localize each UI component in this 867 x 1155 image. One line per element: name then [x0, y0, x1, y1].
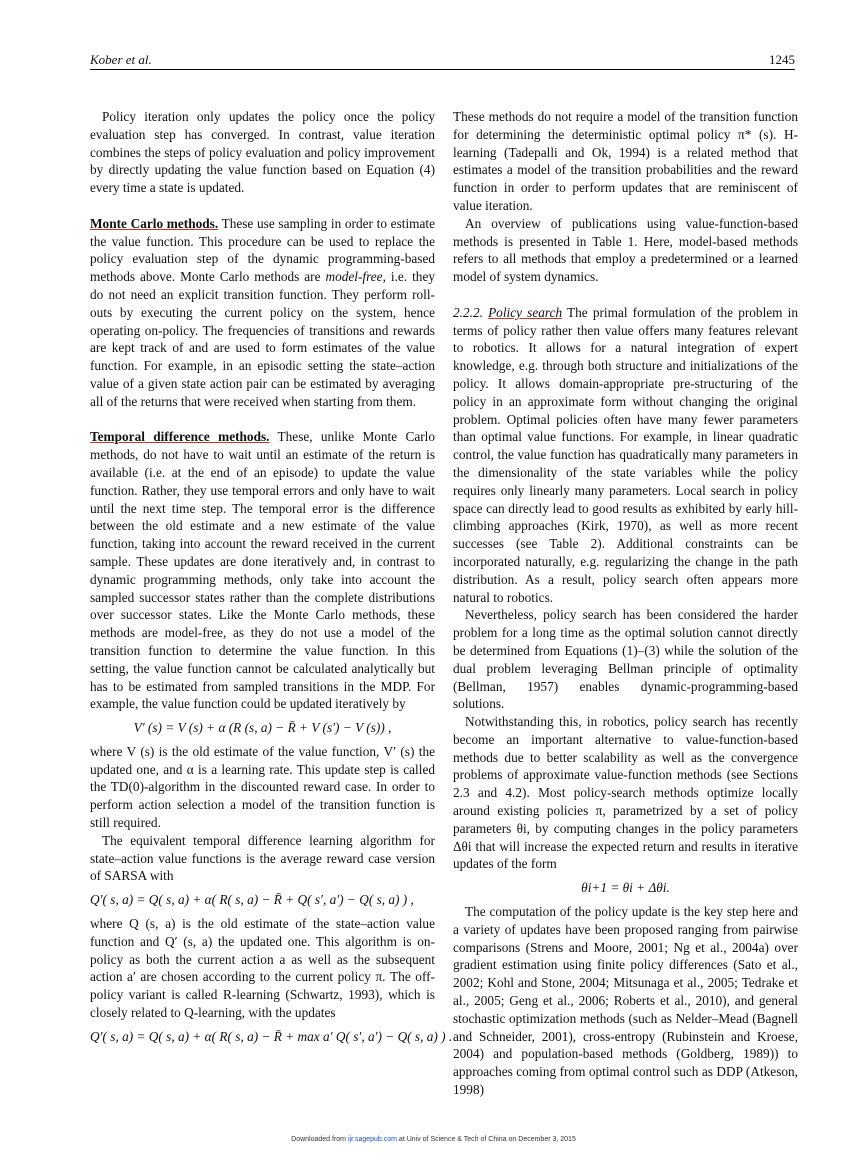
footer-link[interactable]: ijr.sagepub.com — [347, 1136, 397, 1143]
equation-r-learning: Q′( s, a) = Q( s, a) + α( R( s, a) − R̄ + max a′ Q( s′, a′) − Q( s, a) ) . — [90, 1028, 453, 1044]
running-header-authors: Kober et al. — [90, 52, 152, 67]
paragraph-h-learning: These methods do not require a model of the transition function for determining the deterministic optimal policy π* (s). H-learning (Tadepalli and Ok, 1994) is a related method that estimates a model of the transition probabilities and the reward function in order to perform updates that are reminiscent of value iteration. — [453, 109, 798, 213]
equation-td0: V′ (s) = V (s) + α (R (s, a) − R̄ + V (s′) − V (s)) , — [133, 720, 392, 736]
download-footer: Downloaded from ijr.sagepub.com at Univ of Science & Tech of China on December 3, 2015 — [291, 1136, 576, 1143]
paragraph-policy-iteration: Policy iteration only updates the policy once the policy evaluation step has converged. In contrast, value iteration combines the steps of policy evaluation and policy improvement by directly updating the value function based on Equation (4) every time a state is updated. — [90, 109, 435, 196]
heading-policy-search: Policy search — [488, 304, 563, 320]
equation-sarsa: Q′( s, a) = Q( s, a) + α( R( s, a) − R̄ + Q( s′, a′) − Q( s, a) ) , — [90, 892, 414, 908]
heading-temporal-difference: Temporal difference methods. — [90, 429, 270, 445]
paragraph-table-overview: An overview of publications using value-function-based methods is presented in Table 1. Here, model-based methods refers to all methods that employ a predetermined or a learned model of system dynamics. — [453, 215, 798, 285]
left-column — [90, 108, 453, 1052]
right-column — [453, 108, 798, 1099]
paragraph-r-learning: where Q (s, a) is the old estimate of the state–action value function and Q′ (s, a) the updated one. This algorithm is on-policy as both the current action a as well as the subsequent action a′ are chosen according to the current policy π. The off-policy variant is called R-learning (Schwartz, 1993), which is closely related to Q-learning, with the updates — [90, 916, 435, 1021]
paragraph-nevertheless: Nevertheless, policy search has been considered the harder problem for a long time as the optimal solution cannot directly be determined from Equations (1)–(3) while the solution of the dual problem leveraging Bellman principle of optimality (Bellman, 1957) enables dynamic-programming-based solutions. — [453, 607, 798, 712]
header-rule — [90, 69, 795, 70]
paragraph-temporal-difference: Temporal difference methods. These, unlike Monte Carlo methods, do not have to wait until an estimate of the return is available (i.e. at the end of an episode) to update the value function. Rather, they use temporal errors and only have to wait until the next time step. The temporal error is the difference between the old estimate and a new estimate of the value function, taking into account the reward received in the current sample. These updates are done iteratively and, in contrast to dynamic programming methods, only take into account the sampled successor states rather than the complete distributions over successor states. Like the Monte Carlo methods, these methods are model-free, as they do not use a model of the transition function to determine the value function. In this setting, the value function cannot be calculated analytically but has to be estimated from sampled transitions in the MDP. For example, the value function could be updated iteratively by — [90, 429, 435, 712]
section-number: 2.2.2. — [453, 304, 483, 320]
paragraph-td0-explanation: where V (s) is the old estimate of the value function, V′ (s) the updated one, and α is a learning rate. This update step is called the TD(0)-algorithm in the discounted reward case. In order to perform action selection a model of the transition function is still required. — [90, 743, 435, 831]
paragraph-sarsa: The equivalent temporal difference learning algorithm for state–action value functions is the average reward case version of SARSA with — [90, 832, 435, 884]
paragraph-policy-update-computation: The computation of the policy update is the key step here and a variety of updates have been proposed ranging from pairwise comparisons (Strens and Moore, 2001; Ng et al., 2004a) over gradient estimation using finite policy differences (Sato et al., 2002; Kohl and Stone, 2004; Mitsunaga et al., 2005; Tedrake et al., 2005; Geng et al., 2006; Roberts et al., 2010), and general stochastic optimization methods (such as Nelder–Mead (Bagnell and Schneider, 2001), cross-entropy (Rubinstein and Kroese, 2004) and population-based methods (Goldberg, 1989)) to approaches coming from optimal control such as DDP (Atkeson, 1998) — [453, 904, 798, 1098]
paragraph-monte-carlo: Monte Carlo methods. These use sampling in order to estimate the value function. This procedure can be used to replace the policy evaluation step of the dynamic programming-based methods above. Monte Carlo methods are model-free, i.e. they do not need an explicit transition function. They perform roll-outs by executing the current policy on the system, hence operating on-policy. The frequencies of transitions and rewards are kept track of and are used to form estimates of the value function. For example, in an episodic setting the state–action value of a given state action pair can be estimated by averaging all of the returns that were received when starting from them. — [90, 215, 435, 409]
paragraph-notwithstanding: Notwithstanding this, in robotics, policy search has recently become an important alternative to value-function-based methods due to better scalability as well as the convergence problems of approximate value-function methods (see Sections 2.3 and 4.2). Most policy-search methods optimize locally around existing policies π, parametrized by a set of policy parameters θi, by computing changes in the policy parameters Δθi that will increase the expected return and results in iterative updates of the form — [453, 714, 798, 872]
equation-policy-update: θi+1 = θi + Δθi. — [581, 880, 670, 896]
page-number: 1245 — [769, 52, 795, 67]
heading-monte-carlo: Monte Carlo methods. — [90, 215, 219, 231]
paragraph-policy-search: 2.2.2. Policy search The primal formulation of the problem in terms of policy rather then value offers many features relevant to robotics. It allows for a natural integration of expert knowledge, e.g. through both structure and initializations of the policy. It allows domain-appropriate pre-structuring of the policy in an approximate form without changing the original problem. Optimal policies often have many fewer parameters than optimal value functions. For example, in linear quadratic control, the value function has quadratically many parameters in the dimensionality of the state variables while the policy requires only linearly many parameters. Local search in policy space can directly lead to good results as exhibited by early hill-climbing approaches (Kirk, 1970), as well as more recent successes (see Table 2). Additional constraints can be incorporated naturally, e.g. regularizing the change in the path distribution. As a result, policy search often appears more natural to robotics. — [453, 304, 798, 605]
